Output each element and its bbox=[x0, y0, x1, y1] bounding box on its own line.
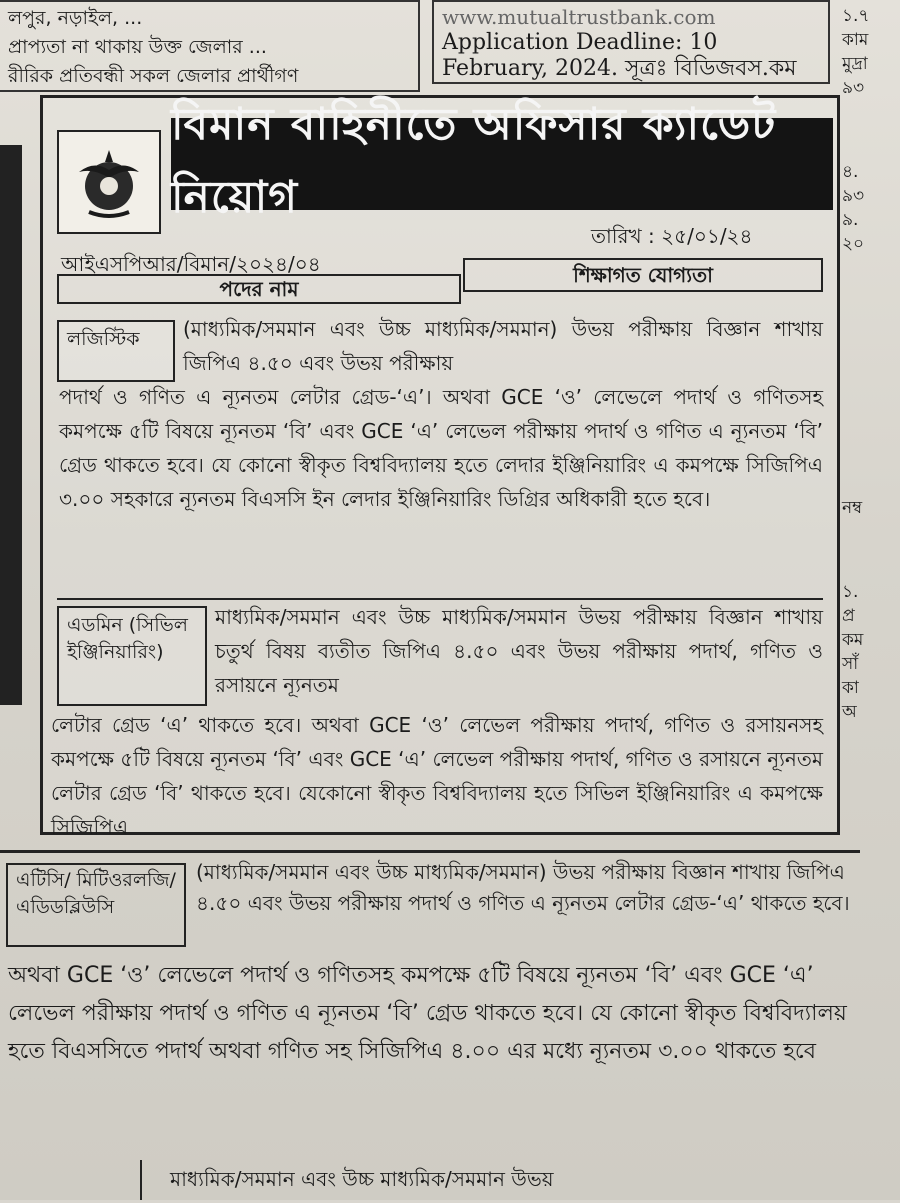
fragment: অ bbox=[842, 702, 857, 722]
top-left-line: লপুর, নড়াইল, ... bbox=[8, 7, 143, 29]
qualification-text: অথবা GCE ‘ও’ লেভেলে পদার্থ ও গণিতসহ কমপক্ষে ৫টি বিষয়ে ন্যূনতম ‘বি’ এবং GCE ‘এ’ লেভেল পরীক্ষায় পদার্থ ও গণিত এ ন্যূনতম ‘বি’ গ্রেড থাকতে হবে। যে কোনো স্বীকৃত বিশ্ববিদ্যালয় হতে বিএসসিতে পদার্থ অথবা গণিত সহ সিজিপিএ ৪.০০ এর মধ্যে ন্যূনতম ৩.০০ থাকতে হবে bbox=[8, 963, 847, 1064]
fragment: নম্ব bbox=[842, 498, 863, 518]
left-black-bar bbox=[0, 145, 22, 625]
top-left-line: প্রাপ্যতা না থাকায় উক্ত জেলার ... bbox=[8, 36, 267, 58]
ad-date: তারিখ : ২৫/০১/২৪ bbox=[591, 224, 753, 248]
ad-banner bbox=[43, 98, 837, 223]
ad-reference: আইএসপিআর/বিমান/২০২৪/০৪ bbox=[61, 252, 321, 276]
bank-url: www.mutualtrustbank.com bbox=[442, 5, 716, 29]
deadline-line-1: Application Deadline: 10 bbox=[442, 30, 718, 55]
recruitment-ad bbox=[40, 95, 840, 839]
fragment: ১. bbox=[842, 582, 859, 602]
fragment: প্র bbox=[842, 606, 855, 626]
qualification-text: (মাধ্যমিক/সমমান এবং উচ্চ মাধ্যমিক/সমমান) উভয় পরীক্ষায় বিজ্ঞান শাখায় জিপিএ ৪.৫০ এবং উভয় পরীক্ষায় পদার্থ ও গণিত এ ন্যূনতম লেটার গ্রেড-‘এ’ থাকতে হবে। bbox=[196, 860, 850, 915]
top-left-line: রীরিক প্রতিবন্ধী সকল জেলার প্রার্থীগণ bbox=[8, 65, 299, 87]
fragment: ১.৭ bbox=[842, 6, 870, 26]
air-force-emblem-icon bbox=[57, 130, 161, 234]
fragment: ৯. bbox=[842, 210, 859, 230]
fragment: ৯৩ bbox=[842, 78, 865, 98]
fragment: ৯৩ bbox=[842, 186, 865, 206]
column-header-post: পদের নাম bbox=[57, 274, 461, 304]
ad-headline: বিমান বাহিনীতে অফিসার ক্যাডেট নিয়োগ bbox=[171, 118, 833, 210]
next-qualification-line: মাধ্যমিক/সমমান এবং উচ্চ মাধ্যমিক/সমমান উভয় bbox=[170, 1167, 554, 1191]
next-post-cell bbox=[0, 1160, 142, 1200]
qualification-text: লেটার গ্রেড ‘এ’ থাকতে হবে। অথবা GCE ‘ও’ লেভেল পরীক্ষায় পদার্থ, গণিত ও রসায়নসহ কমপক্ষে ৫টি বিষয়ে ন্যূনতম ‘বি’ এবং GCE ‘এ’ লেভেল পরীক্ষায় পদার্থ, গণিত ও রসায়নে ন্যূনতম লেটার গ্রেড ‘বি’ থাকতে হবে। যেকোনো স্বীকৃত বিশ্ববিদ্যালয় হতে সিভিল ইঞ্জিনিয়ারিং এ কমপক্ষে সিজিপিএ bbox=[51, 713, 823, 839]
fragment: ২০ bbox=[842, 234, 865, 254]
post-name-cell: এডমিন (সিভিল ইঞ্জিনিয়ারিং) bbox=[57, 606, 207, 706]
top-right-clipping bbox=[432, 0, 830, 84]
left-black-bar bbox=[0, 615, 22, 705]
recruitment-ad-continued bbox=[0, 850, 860, 1203]
fragment: কা bbox=[842, 678, 859, 698]
fragment: মুদ্রা bbox=[842, 54, 868, 74]
top-left-clipping bbox=[0, 0, 420, 92]
qualification-text: (মাধ্যমিক/সমমান এবং উচ্চ মাধ্যমিক/সমমান) উভয় পরীক্ষায় বিজ্ঞান শাখায় জিপিএ ৪.৫০ এবং উভয় পরীক্ষায় bbox=[183, 317, 823, 375]
qualification-text: পদার্থ ও গণিত এ ন্যূনতম লেটার গ্রেড-‘এ’। অথবা GCE ‘ও’ লেভেলে পদার্থ ও গণিতসহ কমপক্ষে ৫টি বিষয়ে ন্যূনতম ‘বি’ এবং GCE ‘এ’ লেভেল পরীক্ষায় পদার্থ ও গণিত এ ন্যূনতম ‘বি’ গ্রেড থাকতে হবে। যে কোনো স্বীকৃত বিশ্ববিদ্যালয় হতে লেদার ইঞ্জিনিয়ারিং এ কমপক্ষে সিজিপিএ ৩.০০ সহকারে ন্যূনতম বিএসসি ইন লেদার ইঞ্জিনিয়ারিং ডিগ্রির অধিকারী হতে হবে। bbox=[59, 385, 823, 511]
fragment: ৪. bbox=[842, 162, 859, 182]
fragment: কম bbox=[842, 630, 864, 650]
column-header-qualification: শিক্ষাগত যোগ্যতা bbox=[463, 258, 823, 292]
fragment: কাম bbox=[842, 30, 869, 50]
deadline-line-2: February, 2024. সূত্রঃ বিডিজবস.কম bbox=[442, 56, 797, 81]
post-name-cell: লজিস্টিক bbox=[57, 320, 175, 382]
post-name-cell: এটিসি/ মিটিওরলজি/ এডিডব্লিউসি bbox=[6, 863, 186, 947]
qualification-text: মাধ্যমিক/সমমান এবং উচ্চ মাধ্যমিক/সমমান উভয় পরীক্ষায় বিজ্ঞান শাখায় চতুর্থ বিষয় ব্যতীত জিপিএ ৪.৫০ এবং উভয় পরীক্ষায় পদার্থ, গণিত ও রসায়নে ন্যূনতম bbox=[215, 605, 823, 697]
fragment: সাঁ bbox=[842, 654, 859, 674]
